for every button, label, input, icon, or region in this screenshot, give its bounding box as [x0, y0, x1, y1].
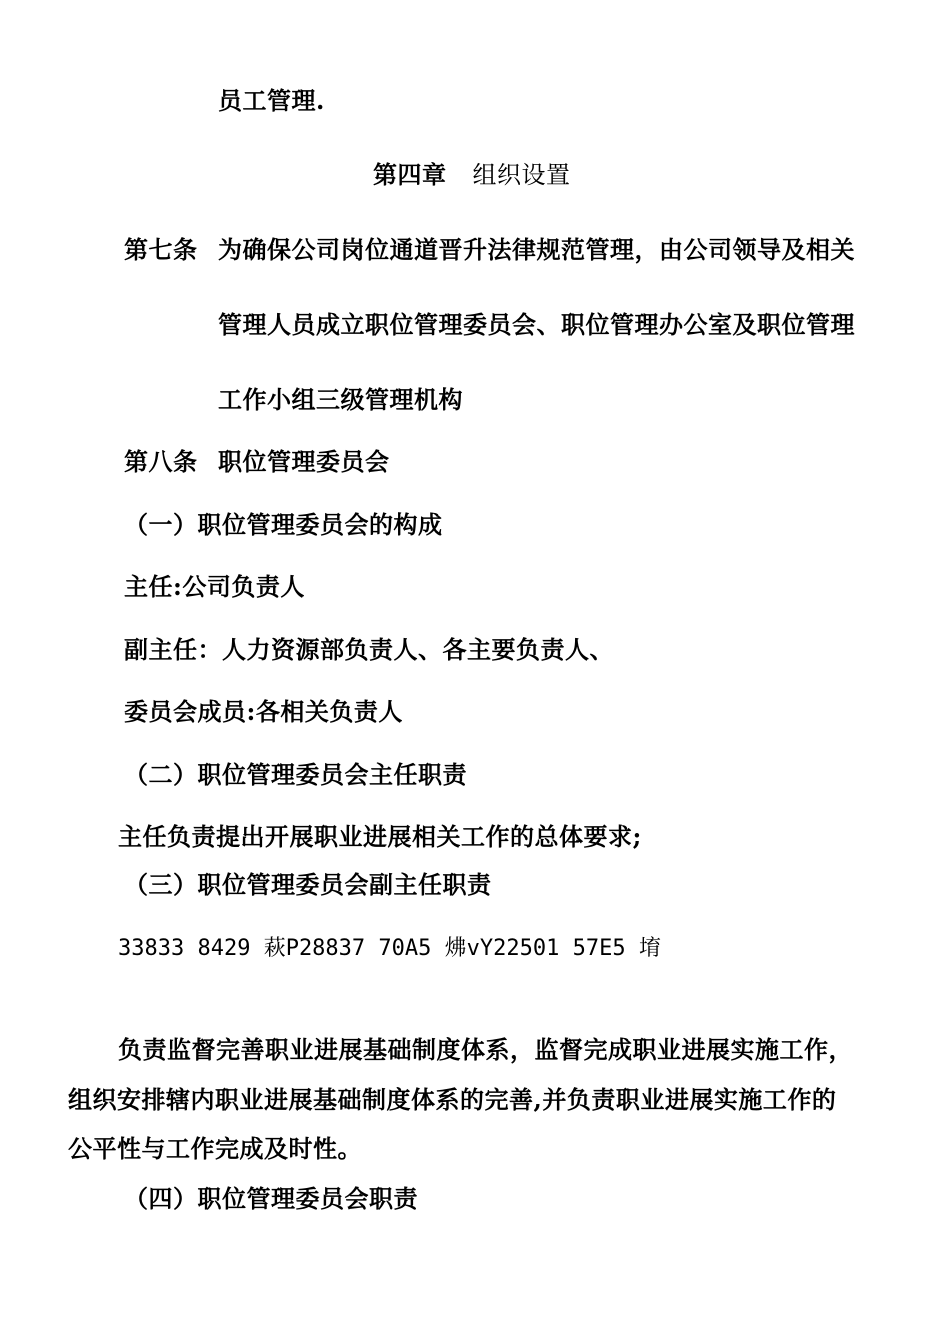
section-1-heading-text: （一）职位管理委员会的构成: [124, 510, 443, 539]
article-8-text: 职位管理委员会: [218, 447, 390, 476]
article-7-text-line-1: 为确保公司岗位通道晋升法律规范管理，由公司领导及相关: [218, 235, 855, 264]
section-3-heading: [124, 868, 492, 902]
chapter-number: 第四章: [373, 160, 447, 189]
article-7-first-line: [124, 233, 855, 267]
chapter-heading: [373, 158, 571, 192]
section-2-heading-text: （二）职位管理委员会主任职责: [124, 760, 467, 789]
section-4-heading-text: （四）职位管理委员会职责: [124, 1184, 418, 1213]
paragraph-line-2: 组织安排辖内职业进展基础制度体系的完善,并负责职业进展实施工作的: [68, 1085, 837, 1114]
article-8-label: 第八条: [124, 447, 198, 476]
paragraph-line-1: 负责监督完善职业进展基础制度体系，监督完成职业进展实施工作，: [118, 1035, 853, 1064]
section-3-paragraph-line: [68, 1083, 836, 1117]
section-2-heading: [124, 758, 467, 792]
director-item: 主任:公司负责人: [124, 572, 305, 601]
paragraph-line-3: 公平性与工作完成及时性。: [68, 1134, 362, 1163]
chapter-title: 组织设置: [472, 161, 571, 189]
deputy-director-item: 副主任：人力资源部负责人、各主要负责人、: [124, 635, 614, 664]
section-1-item: [124, 570, 305, 604]
article-7-label: 第七条: [124, 235, 198, 264]
section-3-heading-text: （三）职位管理委员会副主任职责: [124, 870, 492, 899]
section-1-heading: [124, 508, 443, 542]
committee-members-item: 委员会成员:各相关负责人: [124, 697, 403, 726]
garbled-code-text: 33833 8429 萩P28837 70A5 炥vY22501 57E5 堉: [118, 936, 661, 961]
section-3-paragraph-line: [118, 1033, 853, 1067]
garbled-code-line: [118, 932, 661, 966]
article-7-text-line-3: 工作小组三级管理机构: [218, 385, 463, 414]
article-8: [124, 445, 390, 479]
section-1-item: [124, 633, 614, 667]
section-2-text: [118, 820, 642, 854]
article-7-line-2: [218, 308, 855, 342]
continuation-text: 员工管理.: [218, 86, 325, 115]
section-1-item: [124, 695, 403, 729]
continuation-line: [218, 84, 325, 118]
section-3-paragraph-line: [68, 1132, 362, 1166]
article-7-text-line-2: 管理人员成立职位管理委员会、职位管理办公室及职位管理: [218, 310, 855, 339]
section-4-heading: [124, 1182, 418, 1216]
section-2-body: 主任负责提出开展职业进展相关工作的总体要求;: [118, 822, 642, 851]
article-7-line-3: [218, 383, 463, 417]
